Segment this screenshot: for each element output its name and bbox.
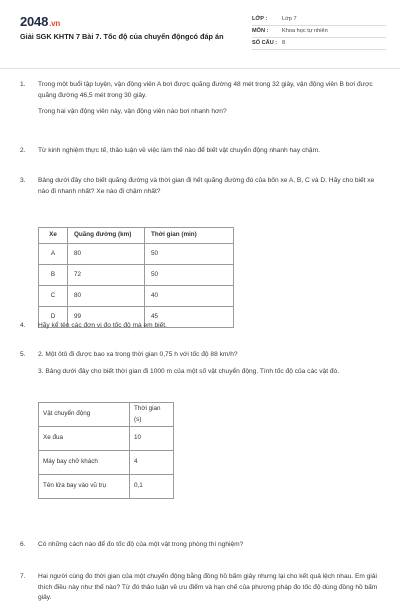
question-text: Bảng dưới đây cho biết quãng đường và thời gian đi hết quãng đường đó của bốn xe A, B, C và D. Hãy cho biết xe nào đi nhanh nhất? Xe nào đi chậm nhất?	[38, 177, 375, 195]
question-number: 2.	[20, 147, 26, 154]
question-number: 1.	[20, 81, 26, 88]
meta-label: LỚP :	[252, 16, 268, 22]
question-number: 5.	[20, 351, 26, 358]
table-cell: 40	[145, 286, 234, 307]
table-cell: 72	[68, 265, 145, 286]
table-row	[39, 475, 174, 499]
table-cell: A	[39, 244, 68, 265]
table-cell: 80	[68, 286, 145, 307]
question-body	[38, 146, 382, 163]
question-text: Có những cách nào để đo tốc độ của một vật trong phòng thí nghiệm?	[38, 541, 244, 548]
table-cell: 50	[145, 265, 234, 286]
meta-value: 8	[282, 40, 286, 46]
meta-table	[252, 14, 386, 50]
question-text: 3. Bảng dưới đây cho biết thời gian đi 1000 m của một số vật chuyển động. Tính tốc độ của các vật đó.	[38, 367, 340, 375]
meta-label: MÔN :	[252, 28, 269, 34]
table-cell: 10	[130, 427, 174, 451]
table-cell: 0,1	[130, 475, 174, 499]
table-row	[39, 286, 234, 307]
table-cell: Tên lửa bay vào vũ trụ	[39, 475, 130, 499]
table-cell: 45	[145, 307, 234, 328]
table-cell: B	[39, 265, 68, 286]
question-body	[38, 176, 382, 203]
question-text: Từ kinh nghiệm thực tế, thảo luận về việc làm thế nào để biết vật chuyển động nhanh hay chậm.	[38, 147, 320, 154]
question-text: Trong một buổi tập luyện, vận động viên A bơi được quãng đường 48 mét trong 32 giây, vận động viên B bơi được quãng đường 46,5 mét trong 30 giây.	[38, 81, 373, 99]
page-title: Giải SGK KHTN 7 Bài 7. Tốc độ của chuyển độngcó đáp án	[20, 32, 224, 41]
table-header-cell: Thời gian (min)	[145, 228, 234, 244]
meta-row-subject	[252, 26, 386, 38]
table-row	[39, 451, 174, 475]
meta-row-grade	[252, 14, 386, 26]
meta-value: Lớp 7	[282, 16, 297, 22]
table-row	[39, 265, 234, 286]
question-body	[38, 80, 382, 124]
question-number: 3.	[20, 177, 26, 184]
site-logo[interactable]	[20, 14, 60, 29]
question-text: Trong hai vận động viên này, vận động viên nào bơi nhanh hơn?	[38, 108, 227, 115]
table-cell: 80	[68, 244, 145, 265]
question-number: 4.	[20, 322, 26, 329]
vehicle-speed-table	[38, 227, 234, 328]
table-header-cell: Quãng đường (km)	[68, 228, 145, 244]
table-cell: Máy bay chở khách	[39, 451, 130, 475]
logo-text: 2048	[20, 14, 49, 29]
table-row	[39, 427, 174, 451]
question-body	[38, 572, 382, 610]
header-divider	[0, 68, 400, 69]
table-header-row	[39, 228, 234, 244]
meta-row-count	[252, 38, 386, 50]
meta-label: SỐ CÂU :	[252, 40, 278, 46]
table-header-cell: Xe	[39, 228, 68, 244]
question-body	[38, 540, 382, 557]
question-text: 2. Một ôtô đi được bao xa trong thời gian 0,75 h với tốc độ 88 km/h?	[38, 351, 238, 358]
page-header	[0, 0, 400, 66]
table-row	[39, 244, 234, 265]
question-text: Hai người cùng đo thời gian của một chuyển động bằng đồng hồ bấm giây nhưng lại cho kết quả lệch nhau. Em giải thích điều này như thế nào? Từ đó thảo luận về ưu điểm và hạn chế của phương pháp đo tốc độ dùng đồng hồ bấm giây.	[38, 573, 378, 601]
logo-suffix: .vn	[49, 19, 61, 28]
question-number: 7.	[20, 573, 26, 580]
object-time-table	[38, 402, 174, 499]
question-number: 6.	[20, 541, 26, 548]
table-cell: 4	[130, 451, 174, 475]
table-header-row	[39, 403, 174, 427]
table-header-cell: Thời gian (s)	[130, 403, 174, 427]
table-cell: 50	[145, 244, 234, 265]
table-cell: D	[39, 307, 68, 328]
meta-value: Khoa học tự nhiên	[282, 28, 328, 34]
table-cell: Xe đua	[39, 427, 130, 451]
table-cell: 99	[68, 307, 145, 328]
question-text: Hãy kể tên các đơn vị đo tốc độ mà em biết.	[38, 322, 167, 329]
table-cell: C	[39, 286, 68, 307]
question-body	[38, 321, 382, 338]
table-header-cell: Vật chuyển động	[39, 403, 130, 427]
question-body	[38, 350, 382, 383]
